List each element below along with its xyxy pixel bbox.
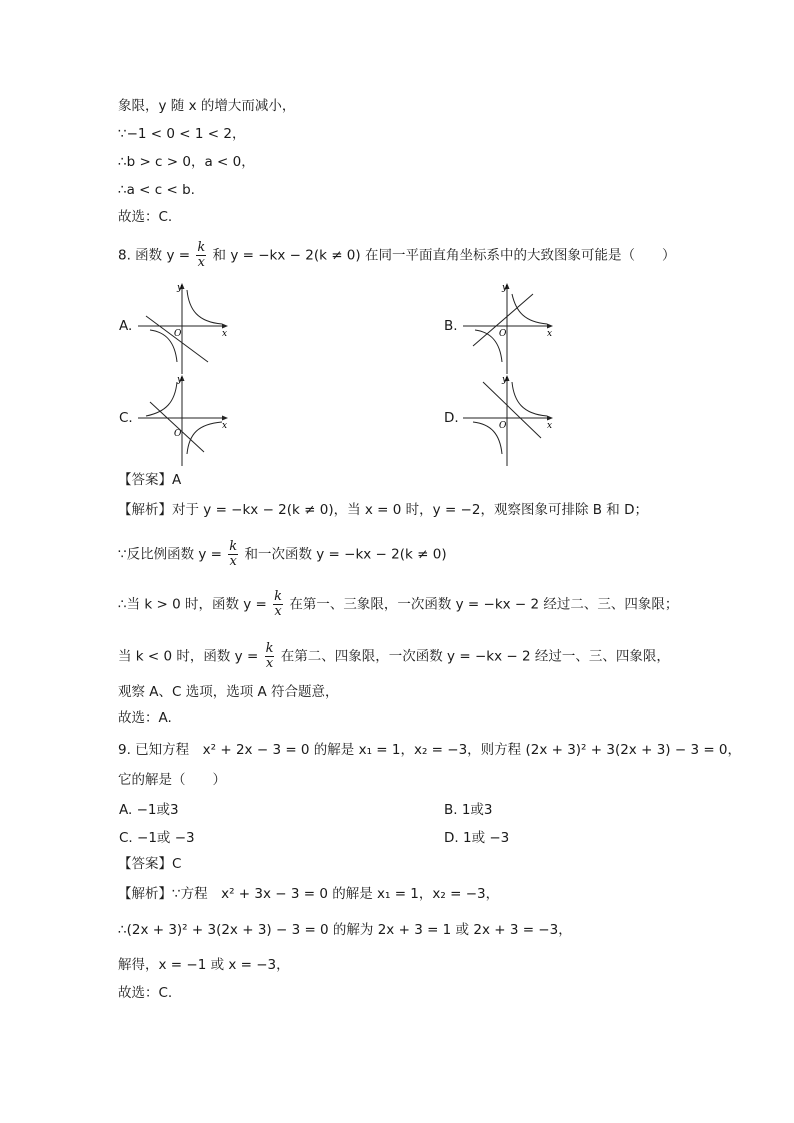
question-9-stem-2: 它的解是（ ） — [118, 772, 226, 788]
q9-option-a: A. −1或3 — [119, 802, 179, 818]
svg-text:y: y — [177, 375, 183, 385]
option-b-label: B. — [444, 318, 458, 334]
q9-option-b: B. 1或3 — [444, 802, 493, 818]
fraction-k-over-x: $\frac{k}{x}$ — [197, 240, 206, 270]
fraction-k-over-x: $\frac{k}{x}$ — [265, 641, 274, 671]
q8-analysis-line-3: ∴当 k > 0 时，函数 y = $\frac{k}{x}$ 在第一、三象限，一次函数 y = −kx − 2 经过二、三、四象限； — [118, 589, 679, 619]
graph-option-a — [138, 280, 234, 376]
text-line: ∵−1 < 0 < 1 < 2， — [118, 126, 246, 142]
graph-option-d — [463, 372, 559, 468]
option-c-label: C. — [119, 410, 133, 426]
svg-text:O: O — [174, 429, 182, 439]
svg-text:x: x — [547, 421, 553, 431]
q8-analysis-line-5: 观察 A、C 选项，选项 A 符合题意， — [118, 684, 339, 700]
svg-text:x: x — [547, 329, 553, 339]
svg-text:y: y — [502, 283, 508, 293]
q9-analysis-line-3: 解得，x = −1 或 x = −3， — [118, 957, 290, 973]
q9-analysis-line-2: ∴(2x + 3)² + 3(2x + 3) − 3 = 0 的解为 2x + 3 = 1 或 2x + 3 = −3， — [118, 922, 572, 938]
svg-text:O: O — [174, 329, 182, 339]
text-line: 象限，y 随 x 的增大而减小， — [118, 98, 296, 114]
q9-analysis-line-1: 【解析】∵方程 x² + 3x − 3 = 0 的解是 x₁ = 1，x₂ = −3， — [118, 886, 500, 902]
fraction-k-over-x: $\frac{k}{x}$ — [229, 539, 238, 569]
q9-option-c: C. −1或 −3 — [119, 830, 195, 846]
text-line: 故选：C. — [118, 209, 173, 225]
option-d-label: D. — [444, 410, 459, 426]
q8-analysis-line-1: 【解析】对于 y = −kx − 2(k ≠ 0)，当 x = 0 时，y = −2，观察图象可排除 B 和 D； — [118, 502, 648, 518]
q8-analysis-line-6: 故选：A. — [118, 710, 172, 726]
text-line: ∴b > c > 0，a < 0， — [118, 154, 255, 170]
q8-analysis-line-2: ∵反比例函数 y = $\frac{k}{x}$ 和一次函数 y = −kx − 2(k ≠ 0) — [118, 539, 447, 569]
question-9-stem: 9. 已知方程 x² + 2x − 3 = 0 的解是 x₁ = 1，x₂ = −3，则方程 (2x + 3)² + 3(2x + 3) − 3 = 0， — [118, 742, 742, 758]
q9-option-d: D. 1或 −3 — [444, 830, 510, 846]
svg-text:x: x — [222, 421, 228, 431]
question-8-stem — [118, 241, 675, 270]
q8-answer: 【答案】A — [118, 472, 182, 488]
svg-text:O: O — [499, 421, 507, 431]
option-a-label: A. — [119, 318, 133, 334]
graph-option-c — [138, 372, 234, 468]
q8-analysis-line-4: 当 k < 0 时，函数 y = $\frac{k}{x}$ 在第二、四象限，一次函数 y = −kx − 2 经过一、三、四象限， — [118, 641, 670, 671]
q8-stem-rest: 和 y = −kx − 2(k ≠ 0) 在同一平面直角坐标系中的大致图象可能是（ ） — [212, 247, 676, 264]
graph-option-b — [463, 280, 559, 376]
text-line: ∴a < c < b. — [118, 182, 195, 198]
svg-text:y: y — [502, 375, 508, 385]
q8-prefix: 8. 函数 y = — [118, 247, 191, 264]
svg-text:y: y — [177, 283, 183, 293]
svg-text:O: O — [499, 329, 507, 339]
q9-analysis-line-4: 故选：C. — [118, 985, 173, 1001]
fraction-k-over-x: $\frac{k}{x}$ — [274, 589, 283, 619]
q9-answer: 【答案】C — [118, 856, 182, 872]
svg-text:x: x — [222, 329, 228, 339]
